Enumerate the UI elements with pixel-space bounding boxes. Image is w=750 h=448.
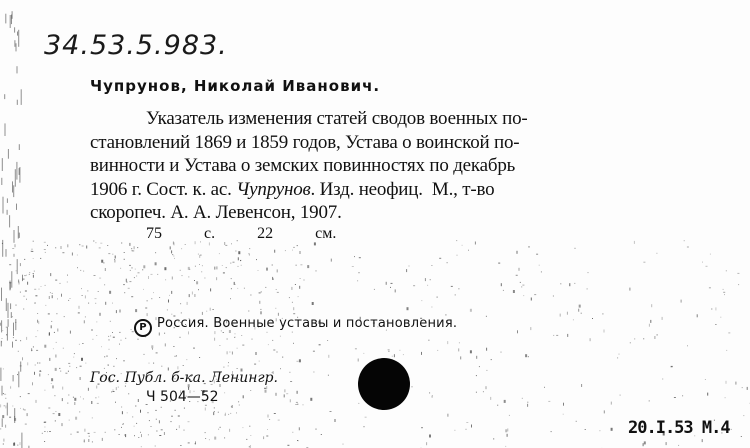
punch-hole	[358, 358, 410, 410]
holding-library: Гос. Публ. б-ка. Ленингр.	[90, 370, 278, 386]
description-line-4	[90, 178, 690, 202]
subject-text: Россия. Военные уставы и постановления.	[157, 316, 458, 331]
subject-marker: Р	[134, 319, 152, 337]
author-heading: Чупрунов, Николай Иванович.	[90, 77, 381, 95]
stamp-date: 20.I.53 М.4	[628, 418, 730, 438]
subject-heading	[134, 316, 457, 337]
collation: 75 с. 22 см.	[146, 225, 337, 242]
description-line-4-b: . Изд. неофиц. М., т-во	[310, 178, 495, 200]
description-line-4-a: 1906 г. Сост. к. ас.	[90, 178, 237, 200]
description-line-2: становлений 1869 и 1859 годов, Устава о воинской по-	[90, 131, 520, 153]
compiler-name: Чупрунов	[236, 178, 311, 200]
description-line-1: Указатель изменения статей сводов военных по-	[146, 108, 528, 129]
bibliographic-description	[90, 107, 690, 225]
shelf-mark: Ч 504—52	[146, 389, 219, 405]
description-line-5: скоропеч. А. А. Левенсон, 1907.	[90, 202, 342, 223]
description-line-3: винности и Устава о земских повинностях по декабрь	[90, 155, 516, 176]
call-number: 34.53.5.983.	[44, 30, 228, 61]
